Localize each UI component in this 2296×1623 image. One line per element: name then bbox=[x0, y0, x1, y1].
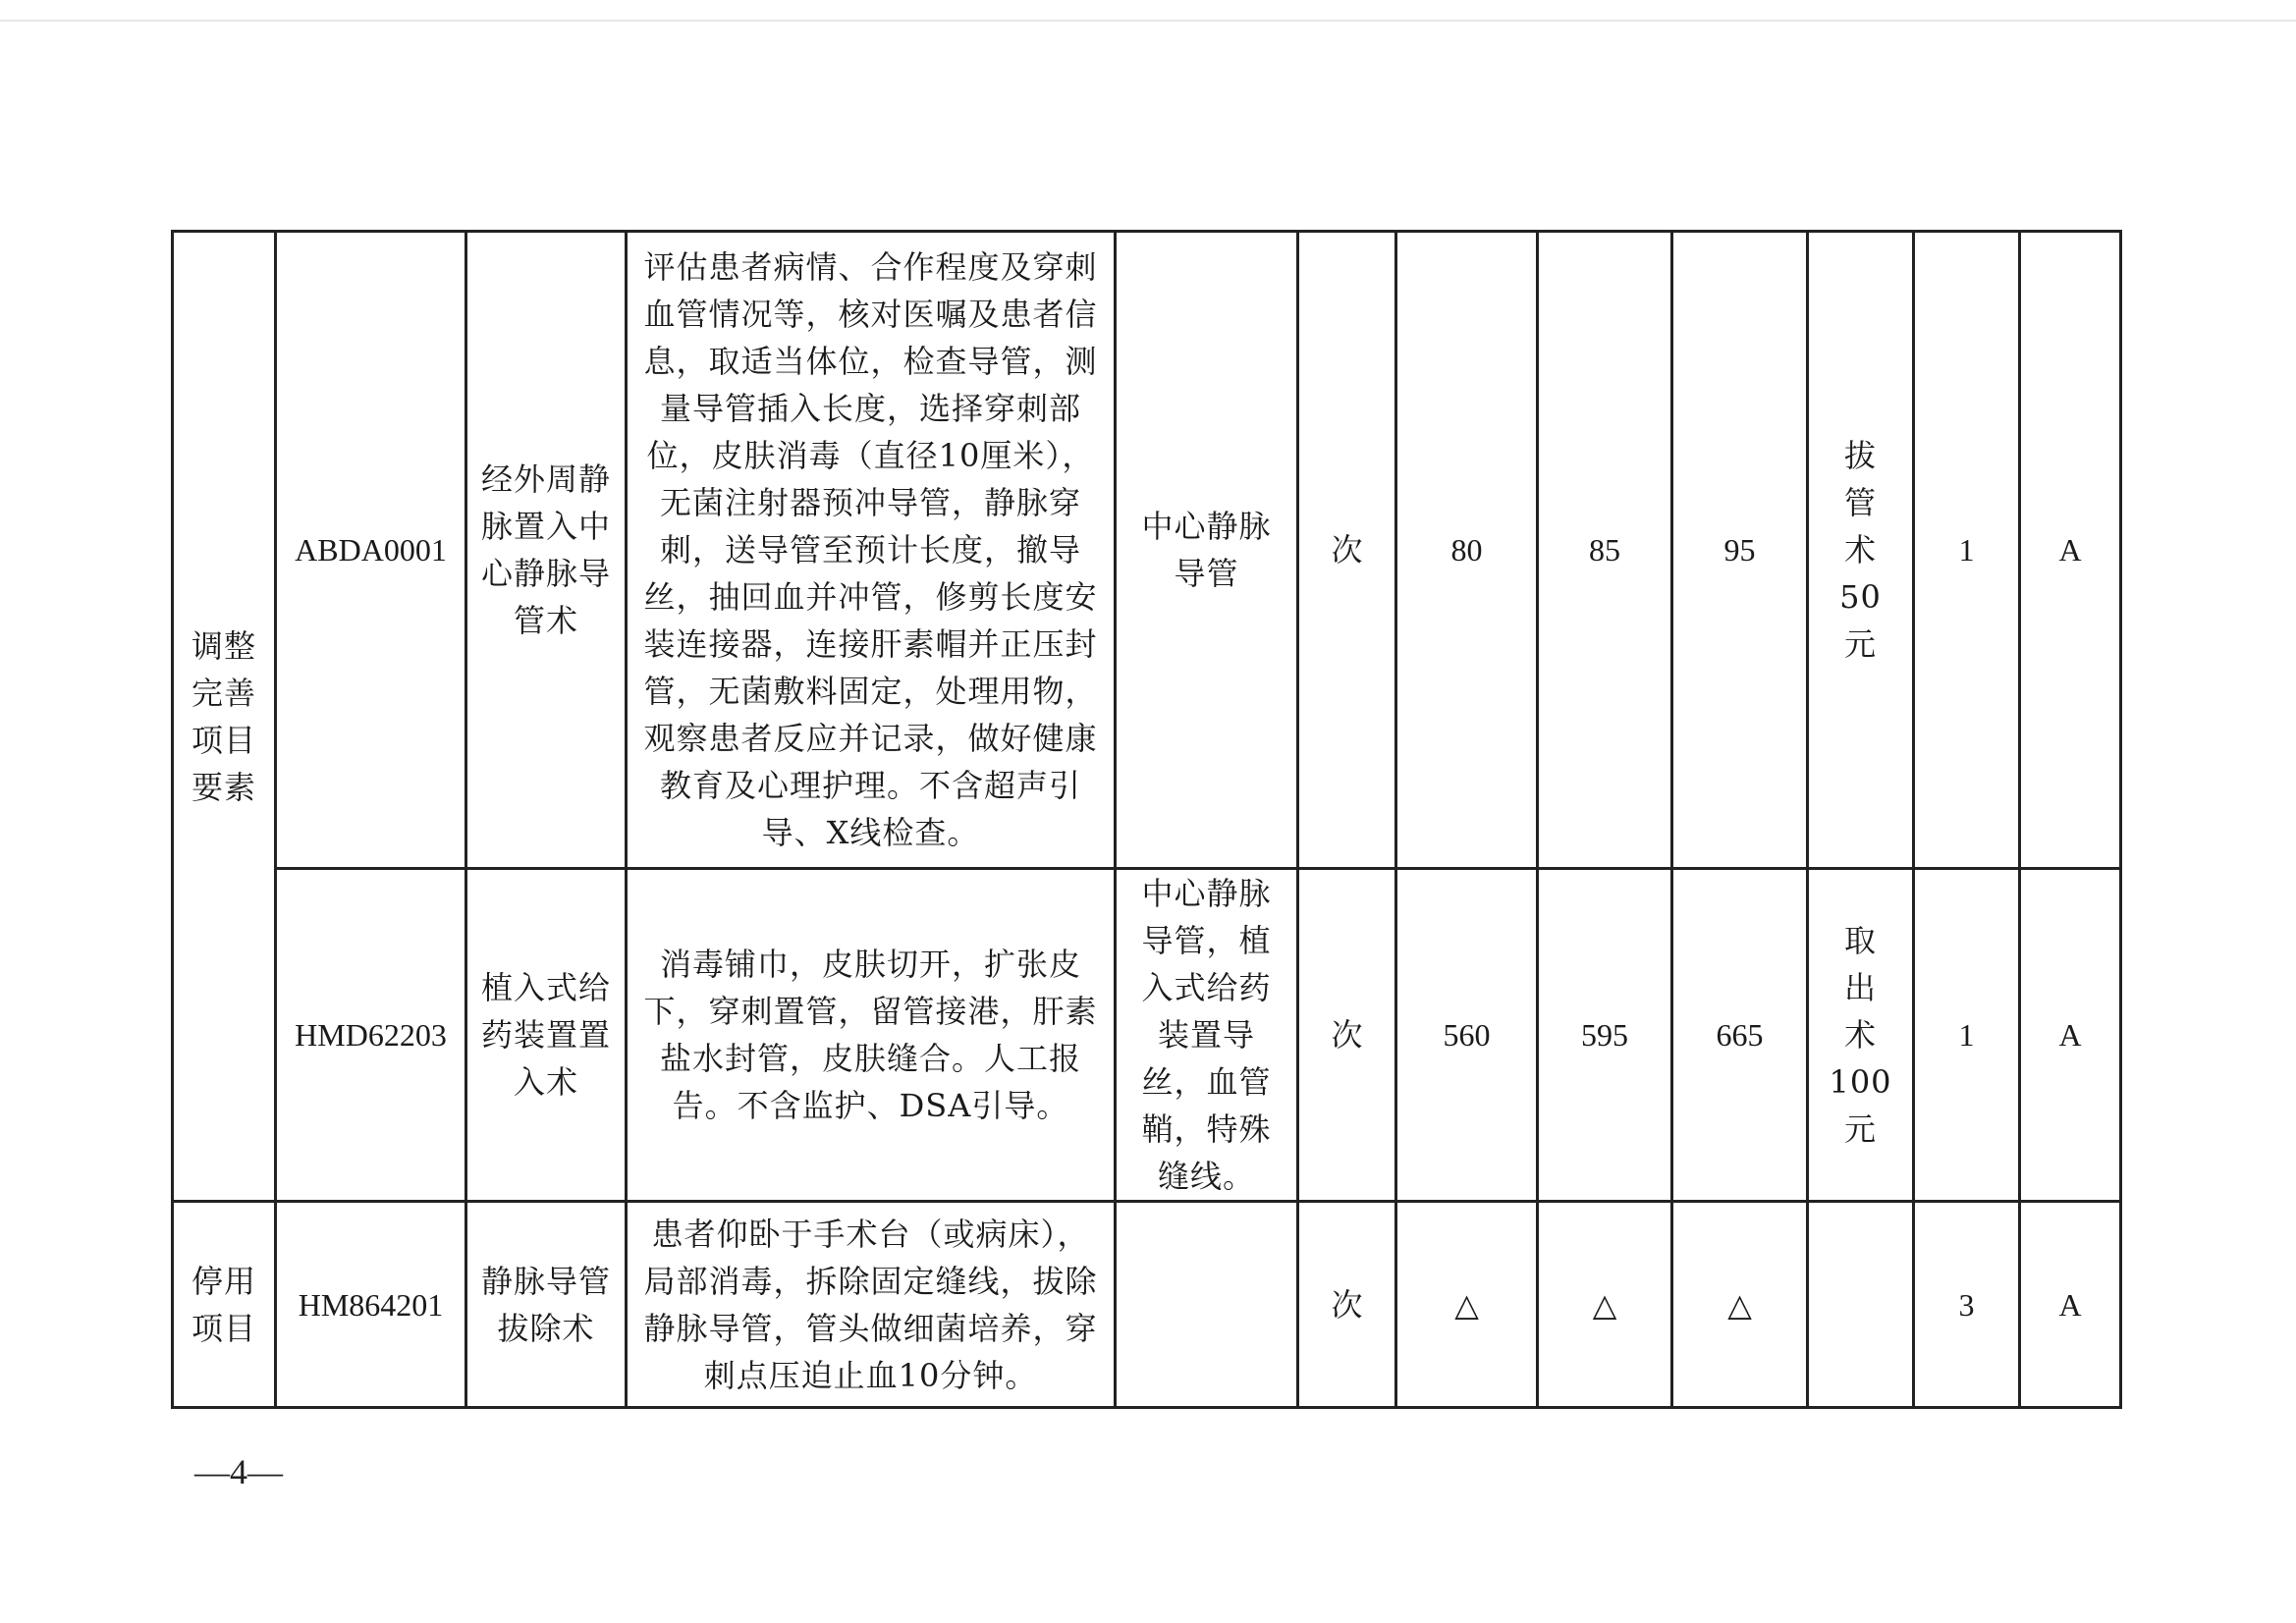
note-cell: 取 出 术 100 元 bbox=[1808, 869, 1914, 1202]
price1-cell: 80 bbox=[1396, 232, 1538, 869]
category-cell: 调整完善项目要素 bbox=[173, 232, 276, 1202]
table-row bbox=[173, 869, 2121, 1202]
price1-cell: 560 bbox=[1396, 869, 1538, 1202]
code-cell: HM864201 bbox=[276, 1202, 466, 1408]
unit-cell: 次 bbox=[1298, 1202, 1396, 1408]
table-row bbox=[173, 1202, 2121, 1408]
page-top-rule bbox=[0, 20, 2296, 22]
grade-cell: 3 bbox=[1914, 1202, 2020, 1408]
price2-cell: 595 bbox=[1538, 869, 1672, 1202]
type-cell: A bbox=[2020, 869, 2121, 1202]
pricing-table bbox=[171, 230, 2122, 1409]
price3-cell: △ bbox=[1672, 1202, 1808, 1408]
excluded-cell: 中心静脉导管 bbox=[1116, 232, 1298, 869]
name-cell: 静脉导管拔除术 bbox=[466, 1202, 627, 1408]
price3-cell: 95 bbox=[1672, 232, 1808, 869]
table-row bbox=[173, 232, 2121, 869]
grade-cell: 1 bbox=[1914, 869, 2020, 1202]
content-cell: 消毒铺巾，皮肤切开，扩张皮下，穿刺置管，留管接港，肝素盐水封管，皮肤缝合。人工报告。不含监护、DSA引导。 bbox=[627, 869, 1116, 1202]
code-cell: ABDA0001 bbox=[276, 232, 466, 869]
grade-cell: 1 bbox=[1914, 232, 2020, 869]
price1-cell: △ bbox=[1396, 1202, 1538, 1408]
price3-cell: 665 bbox=[1672, 869, 1808, 1202]
unit-cell: 次 bbox=[1298, 869, 1396, 1202]
name-cell: 植入式给药装置置入术 bbox=[466, 869, 627, 1202]
page-number: —4— bbox=[194, 1452, 283, 1491]
category-cell: 停用项目 bbox=[173, 1202, 276, 1408]
content-cell: 评估患者病情、合作程度及穿刺血管情况等，核对医嘱及患者信息，取适当体位，检查导管，测量导管插入长度，选择穿刺部位，皮肤消毒（直径10厘米），无菌注射器预冲导管，静脉穿刺，送导管至预计长度，撤导丝，抽回血并冲管，修剪长度安装连接器，连接肝素帽并正压封管，无菌敷料固定，处理用物，观察患者反应并记录，做好健康教育及心理护理。不含超声引导、X线检查。 bbox=[627, 232, 1116, 869]
code-cell: HMD62203 bbox=[276, 869, 466, 1202]
unit-cell: 次 bbox=[1298, 232, 1396, 869]
price2-cell: 85 bbox=[1538, 232, 1672, 869]
excluded-cell: 中心静脉导管，植入式给药装置导丝，血管鞘，特殊缝线。 bbox=[1116, 869, 1298, 1202]
name-cell: 经外周静脉置入中心静脉导管术 bbox=[466, 232, 627, 869]
price2-cell: △ bbox=[1538, 1202, 1672, 1408]
type-cell: A bbox=[2020, 232, 2121, 869]
note-cell: 拔 管 术 50 元 bbox=[1808, 232, 1914, 869]
content-cell: 患者仰卧于手术台（或病床），局部消毒，拆除固定缝线，拔除静脉导管，管头做细菌培养，穿刺点压迫止血10分钟。 bbox=[627, 1202, 1116, 1408]
excluded-cell bbox=[1116, 1202, 1298, 1408]
type-cell: A bbox=[2020, 1202, 2121, 1408]
note-cell bbox=[1808, 1202, 1914, 1408]
